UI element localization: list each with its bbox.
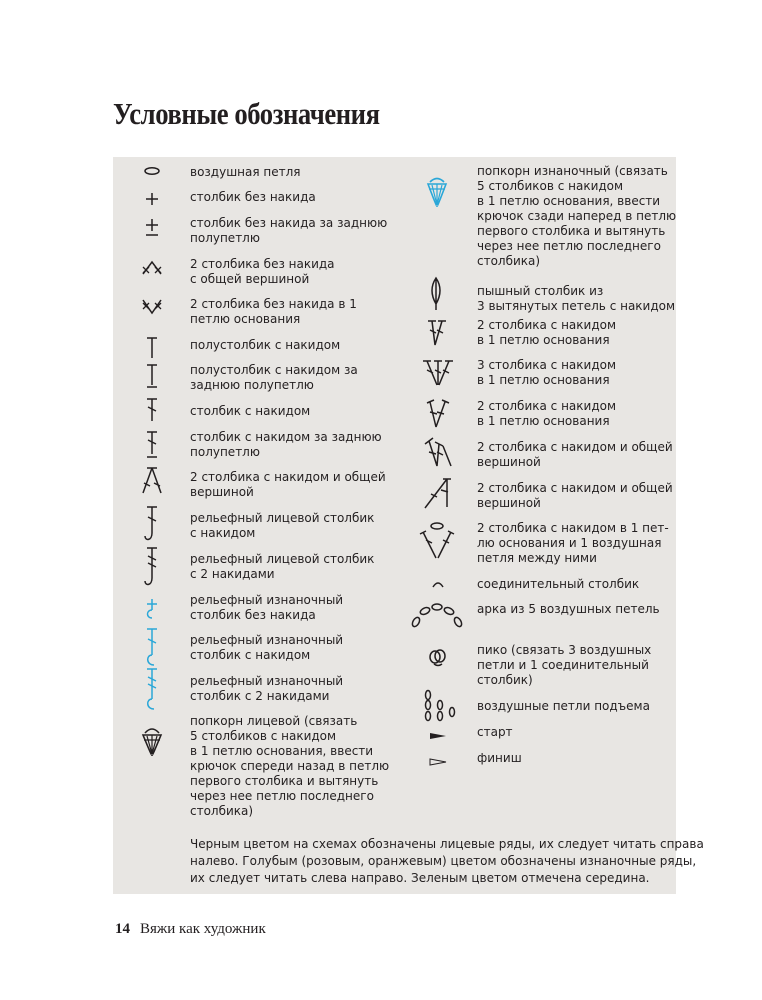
dc-increase-angled-icon: [424, 398, 452, 430]
legend-text: пышный столбик из 3 вытянутых петель с накидом: [477, 284, 676, 313]
dc2tog-wide-icon: [421, 476, 455, 512]
legend-text: старт: [477, 725, 513, 739]
note-line: их следует читать слева направо. Зеленым цветом отмечена середина.: [190, 871, 650, 885]
legend-text: воздушные петли подъема: [477, 699, 650, 713]
dc2tog-icon: [140, 466, 164, 496]
legend-text: рельефный изнаночный столбик с накидом: [190, 633, 344, 662]
dc-increase-icon: [424, 318, 450, 348]
start-icon: [428, 730, 448, 742]
legend-text: рельефный изнаночный столбик с 2 накидами: [190, 674, 344, 703]
legend-text: 2 столбика с накидом и общей вершиной: [477, 440, 673, 469]
legend-text: рельефный изнаночный столбик без накида: [190, 593, 344, 622]
legend-text: рельефный лицевой столбик с накидом: [190, 511, 375, 540]
popcorn-front-icon: [139, 726, 165, 758]
legend-text: попкорн лицевой (связать 5 столбиков с накидом в 1 петлю основания, ввести крючок спереди назад в петлю первого столбика и вытянуть через нее петлю последнего столбика): [190, 714, 390, 818]
color-explanation-note: [190, 836, 704, 887]
legend-text: пико (связать 3 воздушных петли и 1 соединительный столбик): [477, 643, 652, 687]
page-number: 14: [115, 921, 130, 937]
legend-text: 2 столбика с накидом и общей вершиной: [190, 470, 386, 499]
legend-text: 2 столбика без накида с общей вершиной: [190, 257, 335, 286]
legend-text: столбик без накида: [190, 190, 316, 204]
back-post-tr-icon: [143, 667, 161, 713]
legend-text: столбик с накидом: [190, 404, 311, 418]
half-double-crochet-icon: [143, 336, 161, 360]
note-line: налево. Голубым (розовым, оранжевым) цветом обозначены изнаночные ряды,: [190, 854, 697, 868]
v-stitch-icon: [418, 520, 456, 562]
sc2tog-icon: [141, 257, 163, 277]
legend-text: 2 столбика без накида в 1 петлю основания: [190, 297, 357, 326]
back-post-sc-icon: [143, 596, 161, 622]
popcorn-back-icon: [424, 176, 450, 210]
page-title: Условные обозначения: [113, 96, 380, 131]
legend-text: попкорн изнаночный (связать 5 столбиков с накидом в 1 петлю основания, ввести крючок сзади наперед в петлю первого столбика и вытянуть через нее петлю последнего столбика): [477, 164, 677, 268]
legend-text: столбик без накида за заднюю полупетлю: [190, 216, 388, 245]
legend-text: 3 столбика с накидом в 1 петлю основания: [477, 358, 617, 387]
front-post-dc-icon: [143, 505, 161, 547]
back-post-dc-icon: [143, 627, 161, 669]
double-crochet-icon: [143, 397, 161, 423]
legend-text: 2 столбика с накидом в 1 пет- лю основания и 1 воздушная петля между ними: [477, 521, 669, 565]
legend-text: 2 столбика с накидом в 1 петлю основания: [477, 318, 617, 347]
front-post-tr-icon: [143, 546, 161, 590]
single-crochet-icon: [143, 190, 161, 208]
dc2tog-angled-icon: [421, 436, 455, 470]
dc-back-loop-icon: [143, 430, 161, 460]
legend-text: 2 столбика с накидом и общей вершиной: [477, 481, 673, 510]
legend-text: финиш: [477, 751, 522, 765]
slip-stitch-icon: [430, 578, 446, 590]
legend-text: воздушная петля: [190, 165, 301, 179]
legend-text: полустолбик с накидом за заднюю полупетлю: [190, 363, 358, 392]
chain-loop-icon: [143, 165, 161, 177]
puff-stitch-icon: [426, 276, 446, 312]
picot-icon: [427, 648, 449, 668]
hdc-back-loop-icon: [143, 363, 161, 389]
legend-text: соединительный столбик: [477, 577, 640, 591]
note-line: Черным цветом на схемах обозначены лицевые ряды, их следует читать справа: [190, 837, 704, 851]
finish-icon: [428, 756, 448, 768]
single-crochet-back-loop-icon: [143, 216, 161, 238]
legend-text: столбик с накидом за заднюю полупетлю: [190, 430, 382, 459]
chain-arch-icon: [409, 600, 465, 630]
book-title: Вяжи как художник: [140, 921, 266, 937]
legend-text: полустолбик с накидом: [190, 338, 341, 352]
page-footer: [115, 921, 266, 938]
dc-3-increase-icon: [421, 358, 455, 388]
legend-text: рельефный лицевой столбик с 2 накидами: [190, 552, 375, 581]
sc-increase-icon: [141, 297, 163, 317]
legend-text: арка из 5 воздушных петель: [477, 602, 660, 616]
legend-text: 2 столбика с накидом в 1 петлю основания: [477, 399, 617, 428]
turning-chains-icon: [420, 688, 460, 724]
